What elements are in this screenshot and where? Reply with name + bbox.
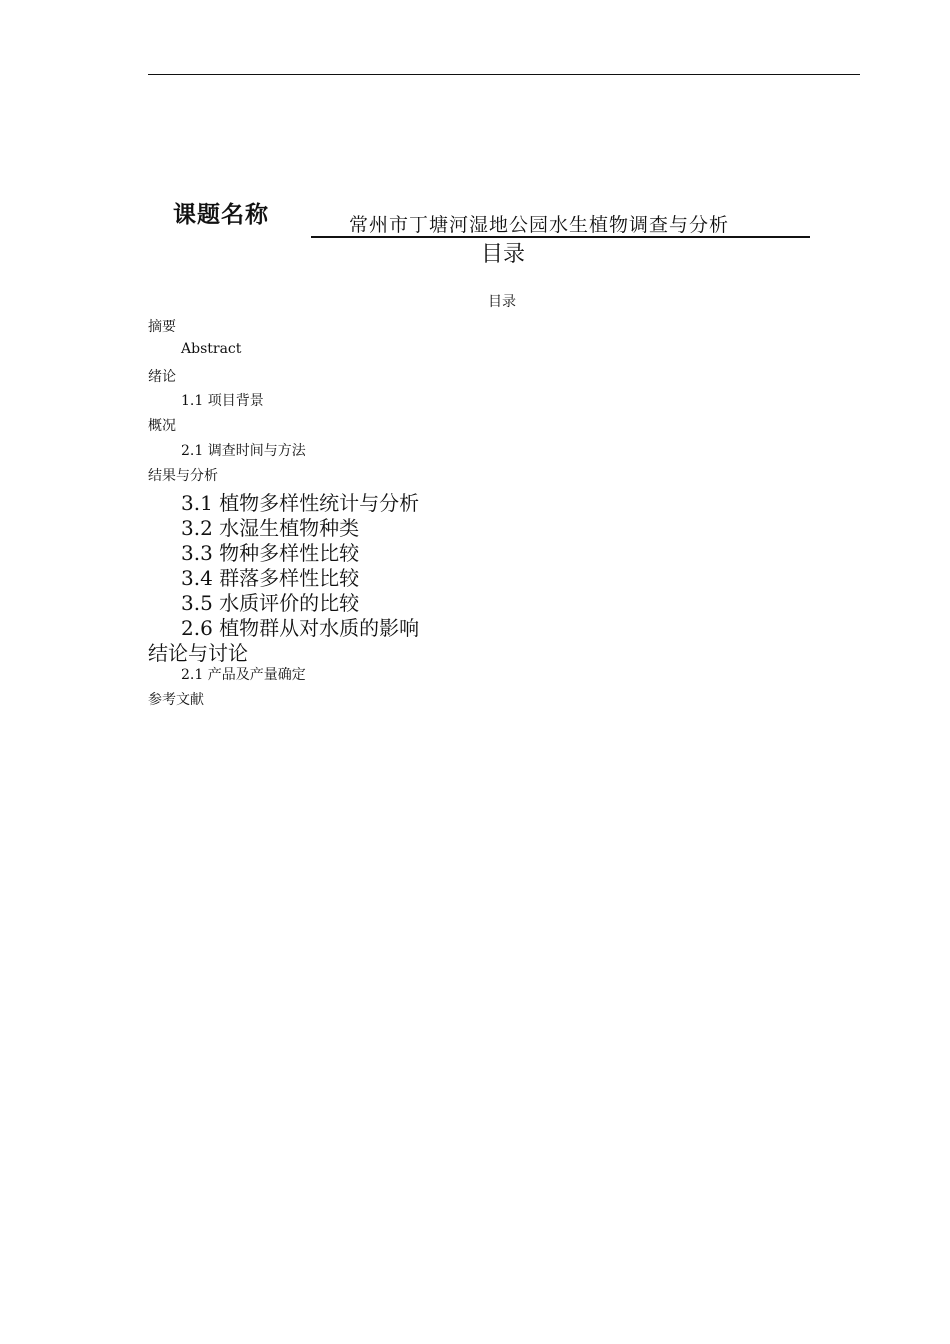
toc-entry-diversity-stats: 3.1 植物多样性统计与分析: [181, 491, 420, 515]
toc-entry-community-diversity: 3.4 群落多样性比较: [181, 566, 360, 590]
toc-subheading: 目录: [488, 294, 516, 310]
toc-entry-references: 参考文献: [148, 692, 204, 708]
toc-entry-product-output: 2.1 产品及产量确定: [181, 667, 306, 683]
toc-entry-abstract-cn: 摘要: [148, 319, 176, 335]
toc-entry-wetland-species: 3.2 水湿生植物种类: [181, 516, 360, 540]
toc-entry-survey-method: 2.1 调查时间与方法: [181, 443, 306, 459]
toc-entry-species-diversity: 3.3 物种多样性比较: [181, 541, 360, 565]
project-label: 课题名称: [173, 202, 269, 228]
title-underline: [311, 236, 810, 238]
toc-heading: 目录: [481, 242, 526, 267]
toc-entry-overview: 概况: [148, 418, 176, 434]
toc-entry-results: 结果与分析: [148, 468, 218, 484]
header-rule: [148, 74, 860, 75]
toc-entry-water-quality: 3.5 水质评价的比较: [181, 591, 360, 615]
project-title: 常州市丁塘河湿地公园水生植物调查与分析: [349, 214, 730, 236]
toc-entry-plant-impact: 2.6 植物群从对水质的影响: [181, 616, 420, 640]
toc-entry-abstract-en: Abstract: [181, 341, 242, 357]
toc-entry-background: 1.1 项目背景: [181, 393, 264, 409]
toc-entry-introduction: 绪论: [148, 369, 176, 385]
toc-entry-conclusion: 结论与讨论: [148, 641, 248, 665]
